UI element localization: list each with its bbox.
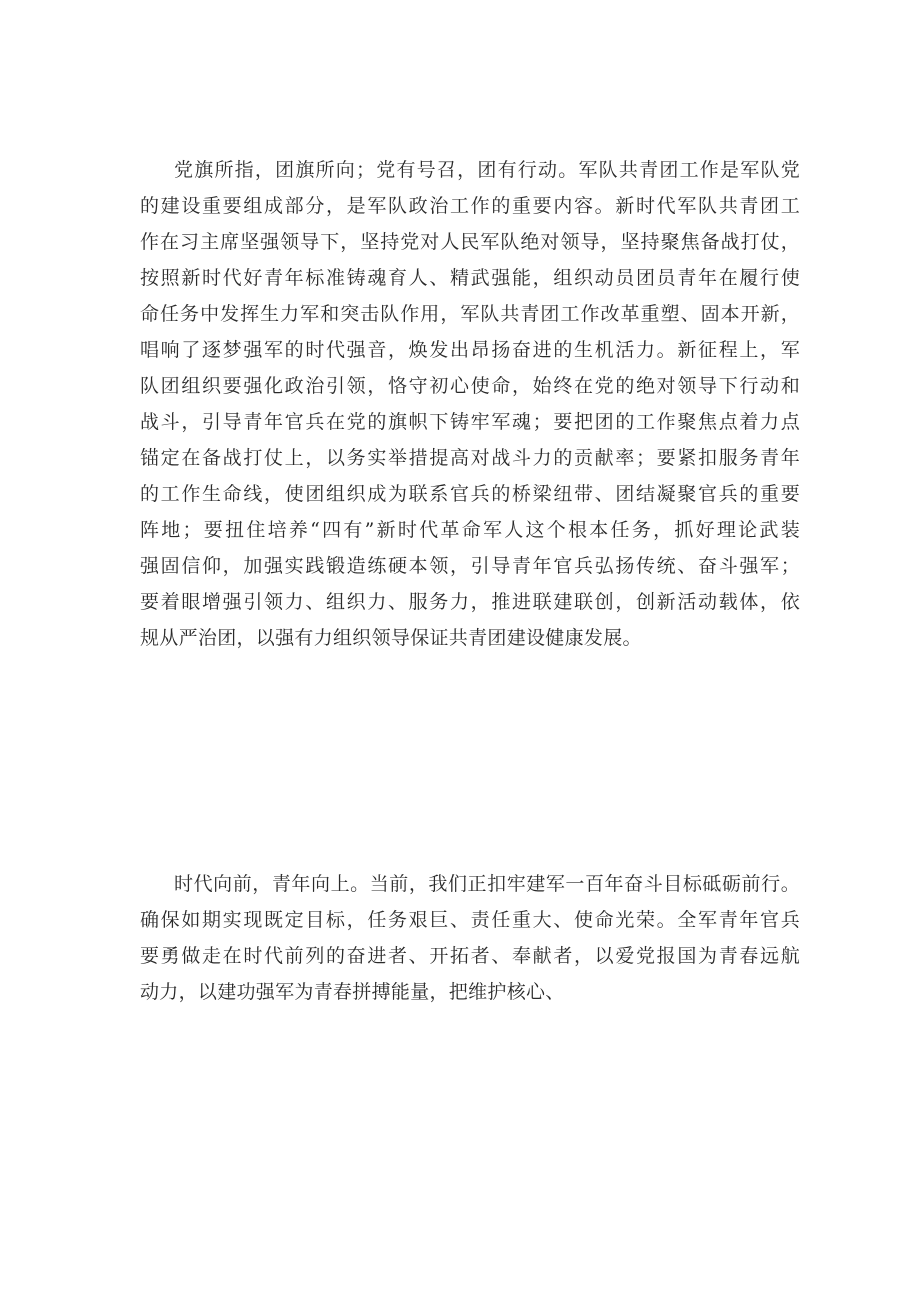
text-line: 唱响了逐梦强军的时代强音，焕发出昂扬奋进的生机活力。新征程上，军: [140, 339, 800, 361]
text-line: 时代向前，青年向上。当前，我们正扣牢建军一百年奋斗目标砥砺前行。: [174, 873, 800, 895]
text-line: 队团组织要强化政治引领，恪守初心使命，始终在党的绝对领导下行动和: [140, 375, 800, 397]
text-line: 确保如期实现既定目标，任务艰巨、责任重大、使命光荣。全军青年官兵: [140, 909, 800, 931]
paragraph-1: [140, 152, 800, 656]
text-line: 战斗，引导青年官兵在党的旗帜下铸牢军魂；要把团的工作聚焦点着力点: [140, 411, 800, 433]
text-line: 命任务中发挥生力军和突击队作用，军队共青团工作改革重塑、固本开新，: [140, 303, 800, 325]
text-line: 动力，以建功强军为青春拼搏能量，把维护核心、: [140, 981, 565, 1003]
text-line: 作在习主席坚强领导下，坚持党对人民军队绝对领导，坚持聚焦备战打仗，: [140, 231, 800, 253]
text-line: 按照新时代好青年标准铸魂育人、精武强能，组织动员团员青年在履行使: [140, 267, 800, 289]
text-line: 的建设重要组成部分，是军队政治工作的重要内容。新时代军队共青团工: [140, 195, 800, 217]
text-line: 强固信仰，加强实践锻造练硬本领，引导青年官兵弘扬传统、奋斗强军；: [140, 555, 800, 577]
text-line: 要勇做走在时代前列的奋进者、开拓者、奉献者，以爱党报国为青春远航: [140, 945, 800, 967]
text-line: 阵地；要扭住培养“四有”新时代革命军人这个根本任务，抓好理论武装: [140, 519, 800, 541]
text-line: 党旗所指，团旗所向；党有号召，团有行动。军队共青团工作是军队党: [174, 159, 800, 181]
text-line: 规从严治团，以强有力组织领导保证共青团建设健康发展。: [140, 627, 642, 649]
text-line: 的工作生命线，使团组织成为联系官兵的桥梁纽带、团结凝聚官兵的重要: [140, 483, 800, 505]
text-line: 锚定在备战打仗上，以务实举措提高对战斗力的贡献率；要紧扣服务青年: [140, 447, 800, 469]
text-line: 要着眼增强引领力、组织力、服务力，推进联建联创，创新活动载体，依: [140, 591, 800, 613]
paragraph-2: [140, 866, 800, 1010]
